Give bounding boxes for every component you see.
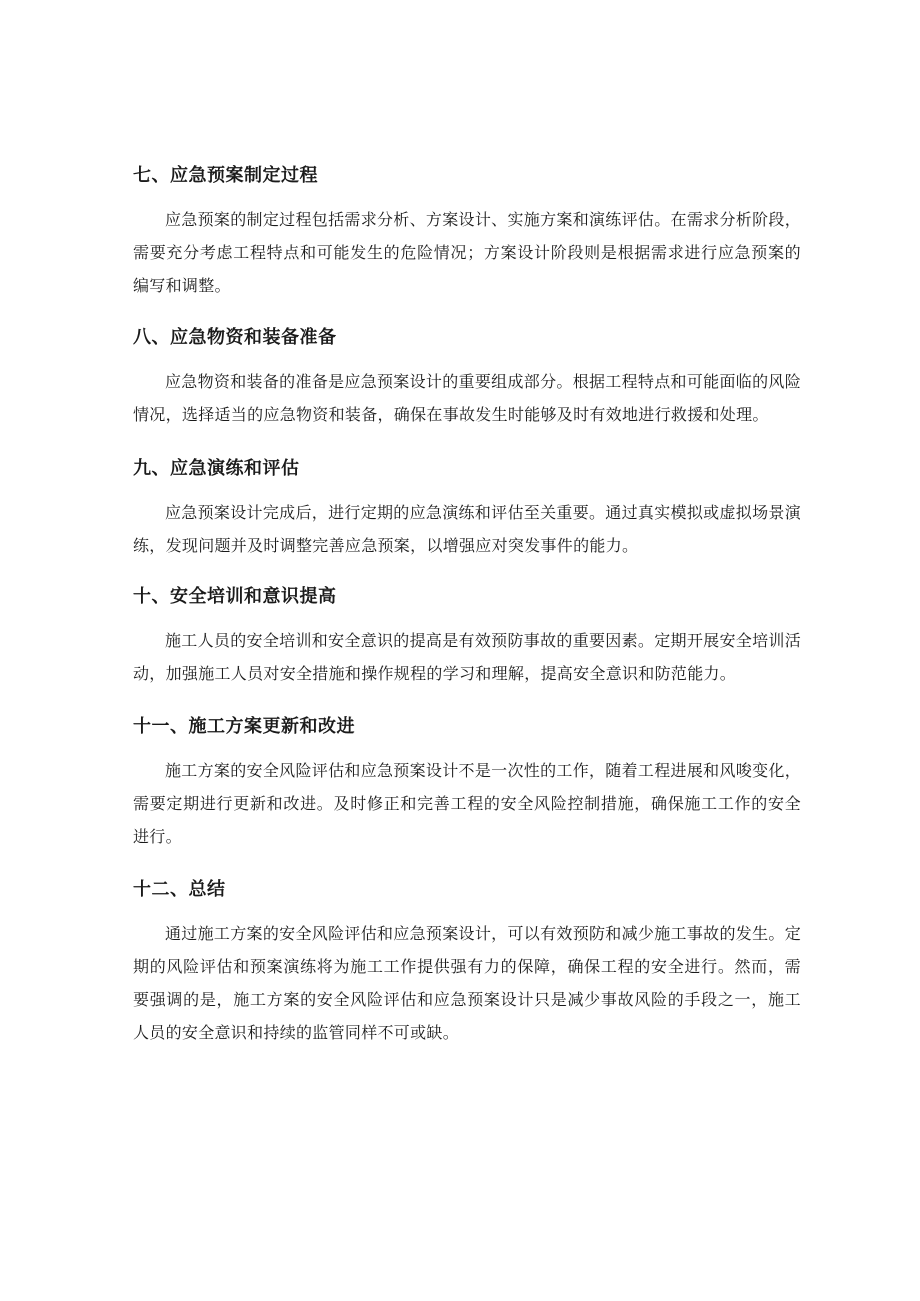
section-paragraph: 施工人员的安全培训和安全意识的提高是有效预防事故的重要因素。定期开展安全培训活动，加强施工人员对安全措施和操作规程的学习和理解，提高安全意识和防范能力。: [133, 631, 801, 683]
section-emergency-supplies: [133, 325, 801, 431]
section-heading: 九、应急演练和评估: [133, 458, 300, 479]
section-plan-update: [133, 714, 801, 853]
section-heading: 八、应急物资和装备准备: [133, 327, 337, 348]
section-safety-training: [133, 584, 801, 690]
section-heading: 七、应急预案制定过程: [133, 165, 318, 186]
section-paragraph: 通过施工方案的安全风险评估和应急预案设计，可以有效预防和减少施工事故的发生。定期的风险评估和预案演练将为施工工作提供强有力的保障，确保工程的安全进行。然而，需要强调的是，施工方案的安全风险评估和应急预案设计只是减少事故风险的手段之一，施工人员的安全意识和持续的监管同样不可或缺。: [133, 924, 801, 1042]
section-paragraph: 应急预案设计完成后，进行定期的应急演练和评估至关重要。通过真实模拟或虚拟场景演练，发现问题并及时调整完善应急预案，以增强应对突发事件的能力。: [133, 503, 801, 555]
section-emergency-drill: [133, 456, 801, 562]
section-paragraph: 施工方案的安全风险评估和应急预案设计不是一次性的工作，随着工程进展和风唆变化，需要定期进行更新和改进。及时修正和完善工程的安全风险控制措施，确保施工工作的安全进行。: [133, 761, 801, 846]
section-summary: [133, 877, 801, 1049]
section-heading: 十二、总结: [133, 879, 226, 900]
section-emergency-plan-process: [133, 163, 801, 302]
section-heading: 十、安全培训和意识提高: [133, 586, 337, 607]
section-paragraph: 应急预案的制定过程包括需求分析、方案设计、实施方案和演练评估。在需求分析阶段，需要充分考虑工程特点和可能发生的危险情况；方案设计阶段则是根据需求进行应急预案的编写和调整。: [133, 210, 801, 295]
section-paragraph: 应急物资和装备的准备是应急预案设计的重要组成部分。根据工程特点和可能面临的风险情况，选择适当的应急物资和装备，确保在事故发生时能够及时有效地进行救援和处理。: [133, 372, 801, 424]
section-heading: 十一、施工方案更新和改进: [133, 716, 355, 737]
document-body: [133, 163, 801, 1071]
